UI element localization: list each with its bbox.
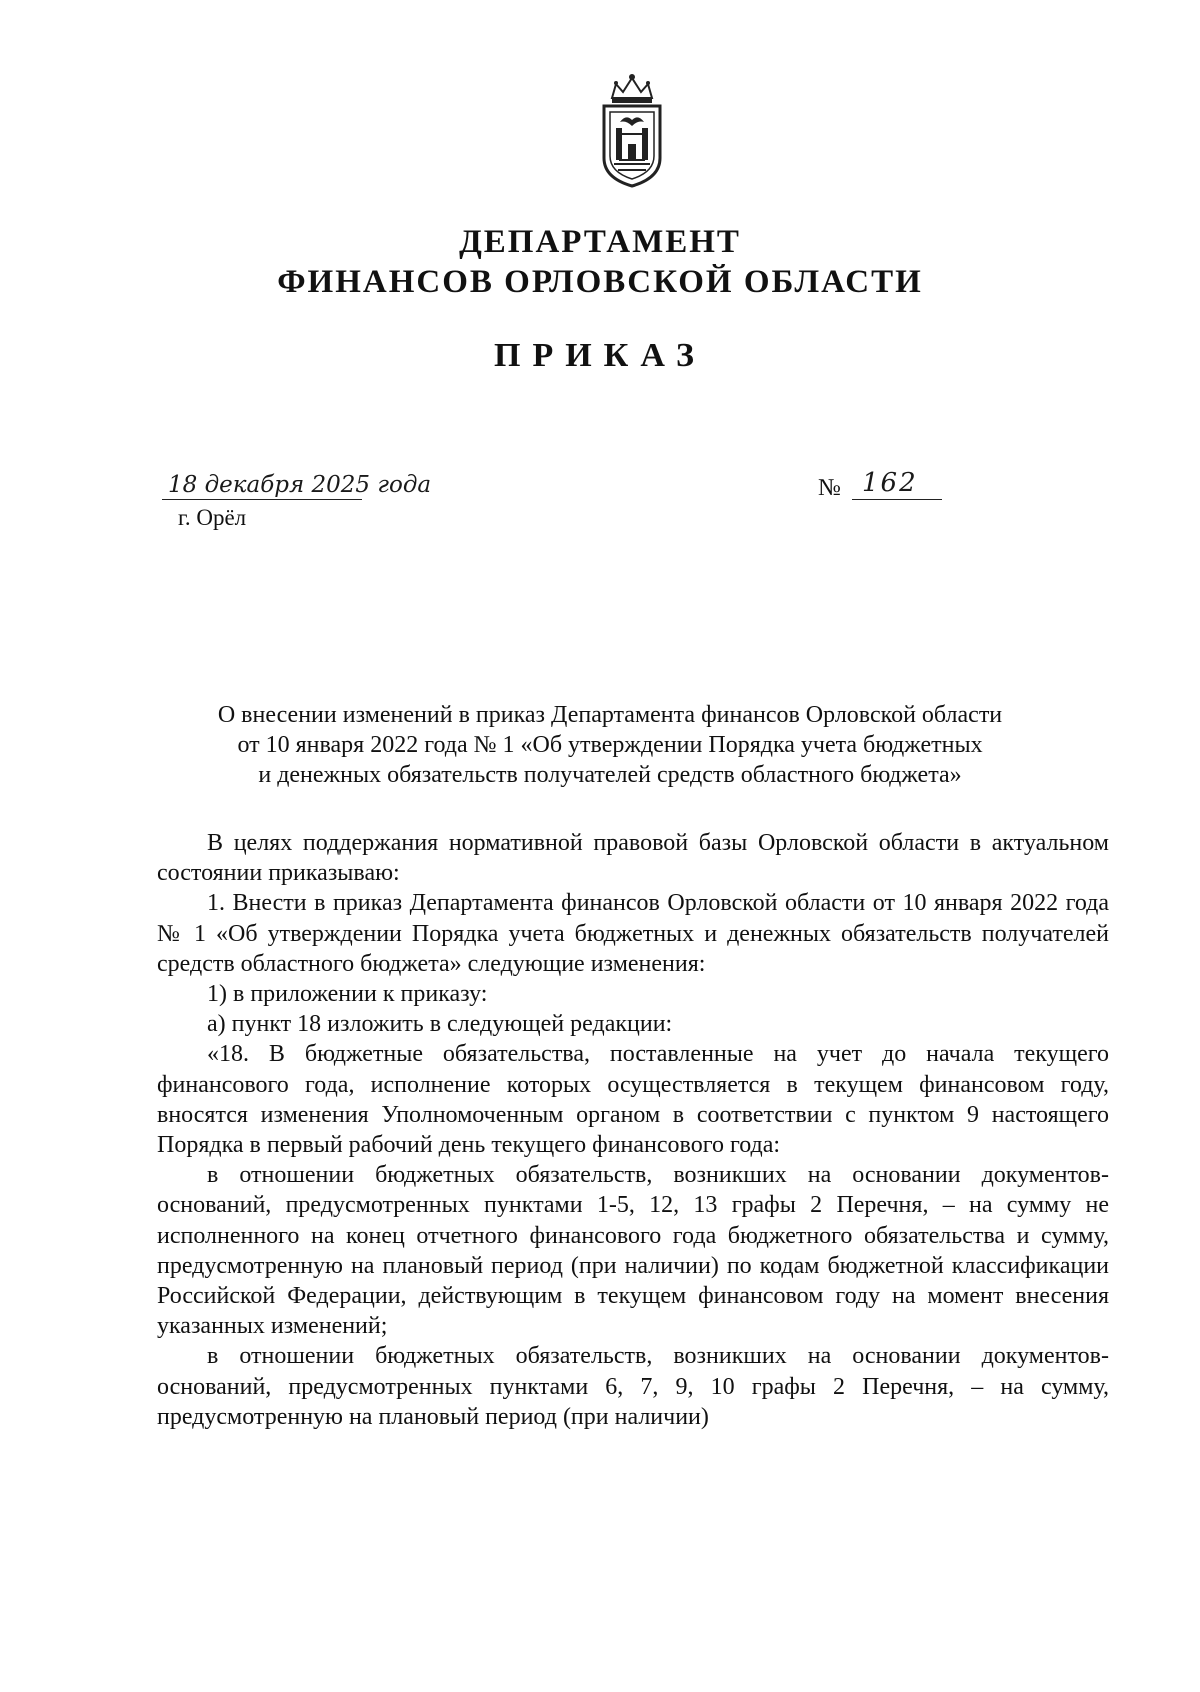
body-paragraph: 1. Внести в приказ Департамента финансов Орловской области от 10 января 2022 года № 1 «Об утверждении Порядка учета бюджетных и денежных обязательств получателей средств областного бюджета» следующие изменения: [157, 890, 1109, 977]
body-paragraph: «18. В бюджетные обязательства, поставленные на учет до начала текущего финансового года, исполнение которых осуществляется в текущем финансовом году, вносятся изменения Уполномоченным органом в соответствии с пунктом 9 настоящего Порядка в первый рабочий день текущего финансового года: [157, 1041, 1109, 1159]
order-number-label: № [818, 475, 841, 501]
subject-line: от 10 января 2022 года № 1 «Об утверждении Порядка учета бюджетных [237, 732, 983, 758]
number-underline [852, 499, 942, 500]
order-subject [150, 700, 1070, 790]
body-paragraph: а) пункт 18 изложить в следующей редакции: [207, 1011, 673, 1038]
order-body [157, 828, 1109, 1432]
subject-line: и денежных обязательств получателей средств областного бюджета» [258, 762, 962, 788]
department-title-line1: ДЕПАРТАМЕНТ [459, 224, 741, 260]
body-paragraph: 1) в приложении к приказу: [207, 981, 488, 1008]
coat-of-arms-emblem [590, 70, 674, 190]
date-underline [162, 499, 362, 500]
order-date-handwritten: 18 декабря 2025 года [168, 472, 432, 498]
body-paragraph: в отношении бюджетных обязательств, возникших на основании документов-оснований, предусмотренных пунктами 1-5, 12, 13 графы 2 Перечня, – на сумму не исполненного на конец отчетного финансового года бюджетного обязательства и сумму, предусмотренную на плановый период (при наличии) по кодам бюджетной классификации Российской Федерации, действующим в текущем финансовом году на момент внесения указанных изменений; [157, 1162, 1109, 1340]
document-type-title: ПРИКАЗ [494, 337, 706, 374]
department-title-line2: ФИНАНСОВ ОРЛОВСКОЙ ОБЛАСТИ [277, 264, 923, 300]
city-label: г. Орёл [178, 505, 247, 530]
order-number-handwritten: 162 [862, 468, 918, 498]
body-paragraph: В целях поддержания нормативной правовой базы Орловской области в актуальном состоянии приказываю: [157, 830, 1109, 887]
subject-line: О внесении изменений в приказ Департамента финансов Орловской области [217, 702, 1003, 728]
body-paragraph: в отношении бюджетных обязательств, возникших на основании документов-оснований, предусмотренных пунктами 6, 7, 9, 10 графы 2 Перечня, – на сумму, предусмотренную на плановый период (при наличии) [157, 1343, 1109, 1430]
